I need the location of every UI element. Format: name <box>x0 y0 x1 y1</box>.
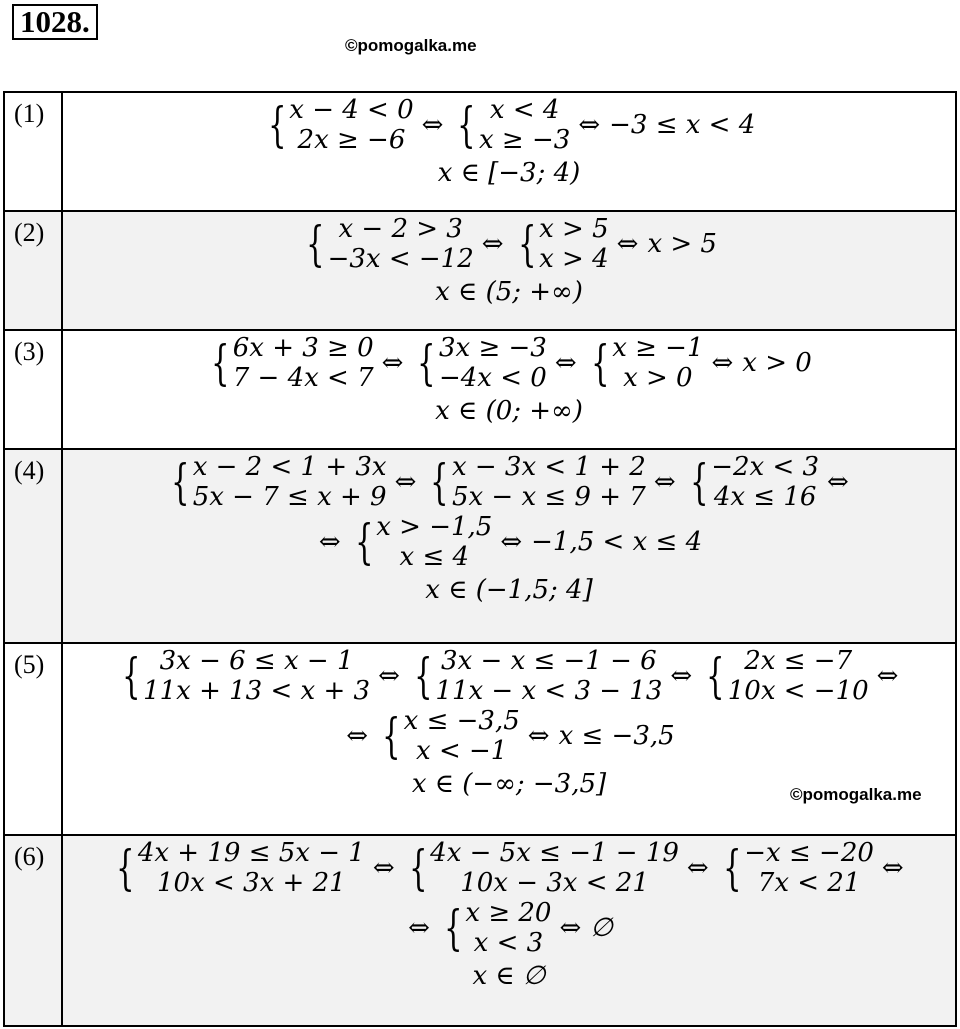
system-3: { 2x ≤ −7 10x < −10 <box>706 646 869 706</box>
row-number: (3) <box>5 331 63 448</box>
system-4: { x > −1,5 x ≤ 4 <box>354 512 493 572</box>
row-number: (5) <box>5 644 63 834</box>
solution-cell: { x − 2 < 1 + 3x 5x − 7 ≤ x + 9 ⇔ { x − 3x < 1 + 2 5x − x ≤ 9 + 7 ⇔ { −2x < 3 4x ≤ 16 ⇔ ⇔ { x > −1,5 x ≤ 4 ⇔ −1,5 < x ≤ 4 x ∈ (−1,5; 4] <box>63 450 955 642</box>
result-inequality: x ≤ −3,5 <box>558 721 675 751</box>
table-row-2 <box>5 212 955 331</box>
row-number: (1) <box>5 93 63 210</box>
result-inequality: −1,5 < x ≤ 4 <box>531 527 703 557</box>
answer: x ∈ (5; +∞) <box>435 277 583 307</box>
solution-cell: { x − 2 > 3 −3x < −12 ⇔ { x > 5 x > 4 ⇔ x > 5 x ∈ (5; +∞) <box>63 212 955 329</box>
result-empty-set: ∅ <box>590 913 613 943</box>
system-2: { 4x − 5x ≤ −1 − 19 10x − 3x < 21 <box>408 838 679 898</box>
answer: x ∈ ∅ <box>472 961 546 991</box>
answer: x ∈ (−1,5; 4] <box>425 575 593 605</box>
system-2: { x > 5 x > 4 <box>517 214 609 274</box>
answer: x ∈ (−∞; −3,5] <box>411 769 607 799</box>
answer: x ∈ [−3; 4) <box>437 158 581 188</box>
system-1: { 3x − 6 ≤ x − 1 11x + 13 < x + 3 <box>121 646 371 706</box>
solutions-table <box>3 91 957 1027</box>
row-number: (4) <box>5 450 63 642</box>
watermark-top: ©pomogalka.me <box>345 36 477 55</box>
watermark-row-5: ©pomogalka.me <box>790 785 922 804</box>
row-number: (2) <box>5 212 63 329</box>
system-2: { x < 4 x ≥ −3 <box>457 95 571 155</box>
row-number: (6) <box>5 836 63 1025</box>
solution-cell: { 4x + 19 ≤ 5x − 1 10x < 3x + 21 ⇔ { 4x − 5x ≤ −1 − 19 10x − 3x < 21 ⇔ { −x ≤ −20 7x < 21 ⇔ ⇔ { x ≥ 20 x < 3 ⇔ ∅ x ∈ ∅ <box>63 836 955 1025</box>
solution-cell: { x − 4 < 0 2x ≥ −6 ⇔ { x < 4 x ≥ −3 ⇔ −3 ≤ x < 4 x ∈ [−3; 4) <box>63 93 955 210</box>
system-2: { x − 3x < 1 + 2 5x − x ≤ 9 + 7 <box>430 452 646 512</box>
system-1: { x − 2 > 3 −3x < −12 <box>306 214 474 274</box>
system-1: { 6x + 3 ≥ 0 7 − 4x < 7 <box>211 333 374 393</box>
result-inequality: x > 0 <box>742 348 812 378</box>
solution-cell: { 3x − 6 ≤ x − 1 11x + 13 < x + 3 ⇔ { 3x − x ≤ −1 − 6 11x − x < 3 − 13 ⇔ { 2x ≤ −7 10x < −10 ⇔ ⇔ { x ≤ −3,5 x < −1 ⇔ x ≤ −3,5 x ∈ (−∞; −3,5] <box>63 644 955 834</box>
result-inequality: −3 ≤ x < 4 <box>609 110 756 140</box>
system-4: { x ≤ −3,5 x < −1 <box>382 706 520 766</box>
table-row-4 <box>5 450 955 644</box>
system-3: { −x ≤ −20 7x < 21 <box>722 838 874 898</box>
system-1: { x − 4 < 0 2x ≥ −6 <box>267 95 414 155</box>
table-row-3 <box>5 331 955 450</box>
system-1: { 4x + 19 ≤ 5x − 1 10x < 3x + 21 <box>116 838 365 898</box>
system-3: { x ≥ −1 x > 0 <box>590 333 704 393</box>
table-row-5 <box>5 644 955 836</box>
solution-cell: { 6x + 3 ≥ 0 7 − 4x < 7 ⇔ { 3x ≥ −3 −4x < 0 ⇔ { x ≥ −1 x > 0 ⇔ x > 0 x ∈ (0; +∞) <box>63 331 955 448</box>
system-2: { 3x − x ≤ −1 − 6 11x − x < 3 − 13 <box>413 646 663 706</box>
answer: x ∈ (0; +∞) <box>435 396 583 426</box>
system-3: { −2x < 3 4x ≤ 16 <box>689 452 820 512</box>
table-row-6 <box>5 836 955 1025</box>
result-inequality: x > 5 <box>647 229 717 259</box>
table-row-1 <box>5 93 955 212</box>
system-2: { 3x ≥ −3 −4x < 0 <box>417 333 547 393</box>
system-4: { x ≥ 20 x < 3 <box>443 898 552 958</box>
system-1: { x − 2 < 1 + 3x 5x − 7 ≤ x + 9 <box>171 452 387 512</box>
task-number: 1028. <box>12 4 98 40</box>
